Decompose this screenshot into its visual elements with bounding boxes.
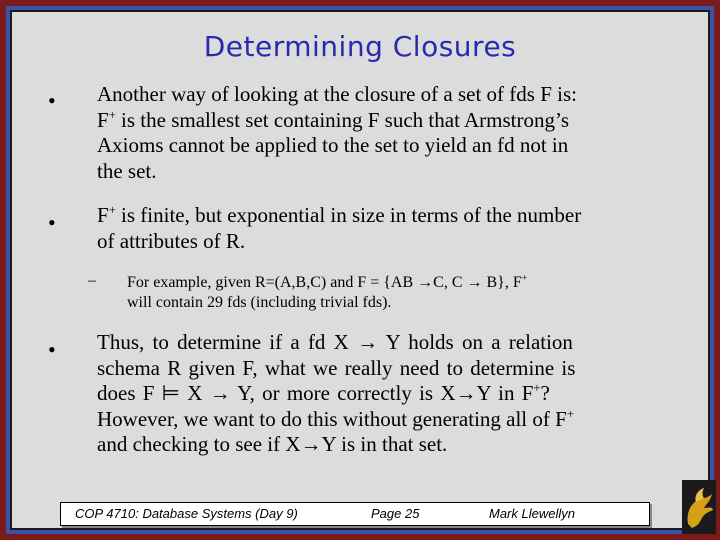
footer-box — [60, 502, 650, 526]
sub-bullet-line-2: will contain 29 fds (including trivial fds). — [127, 294, 392, 311]
bullet-2-text — [97, 203, 667, 254]
bullet-1-marker: • — [48, 88, 56, 113]
slide-title: Determining Closures — [203, 30, 517, 63]
bullet-1-text — [97, 82, 657, 184]
sub-bullet-marker: – — [88, 272, 96, 289]
bullet-3-line-1: Thus, to determine if a fd X → Y holds on a relation — [97, 330, 573, 354]
bullet-3-line-4: However, we want to do this without generating all of F+ — [97, 406, 574, 431]
bullet-3-line-3: does F ⊨ X → Y, or more correctly is X→Y in F+? — [97, 381, 550, 405]
bullet-1-line-2: F+ is the smallest set containing F such that Armstrong’s — [97, 107, 570, 132]
bullet-3-line-2: schema R given F, what we really need to determine is — [97, 355, 576, 380]
slide-content — [12, 12, 708, 492]
bullet-3-marker: • — [48, 337, 56, 362]
bullet-3-line-5: and checking to see if X→Y is in that set. — [97, 432, 448, 456]
footer-page-number: Page 25 — [371, 506, 420, 521]
logo-graphic — [682, 480, 716, 534]
bullet-3-text — [97, 330, 657, 458]
footer-author: Mark Llewellyn — [489, 506, 575, 521]
slide-footer — [12, 492, 708, 528]
bullet-2-line-2: of attributes of R. — [97, 228, 246, 253]
footer-course: COP 4710: Database Systems (Day 9) — [75, 506, 298, 521]
bullet-1-line-3: Axioms cannot be applied to the set to yield an fd not in — [97, 133, 569, 157]
sub-bullet-line-1: For example, given R=(A,B,C) and F = {AB →C, C → B}, F+ — [127, 272, 528, 291]
bullet-2-marker: • — [48, 210, 56, 235]
ucf-pegasus-logo-icon — [682, 480, 716, 534]
bullet-1-line-1: Another way of looking at the closure of a set of fds F is: — [97, 82, 577, 106]
bullet-2-line-1: F+ is finite, but exponential in size in terms of the number — [97, 203, 582, 227]
bullet-1-line-4: the set. — [97, 158, 157, 183]
sub-bullet-text — [127, 273, 687, 313]
